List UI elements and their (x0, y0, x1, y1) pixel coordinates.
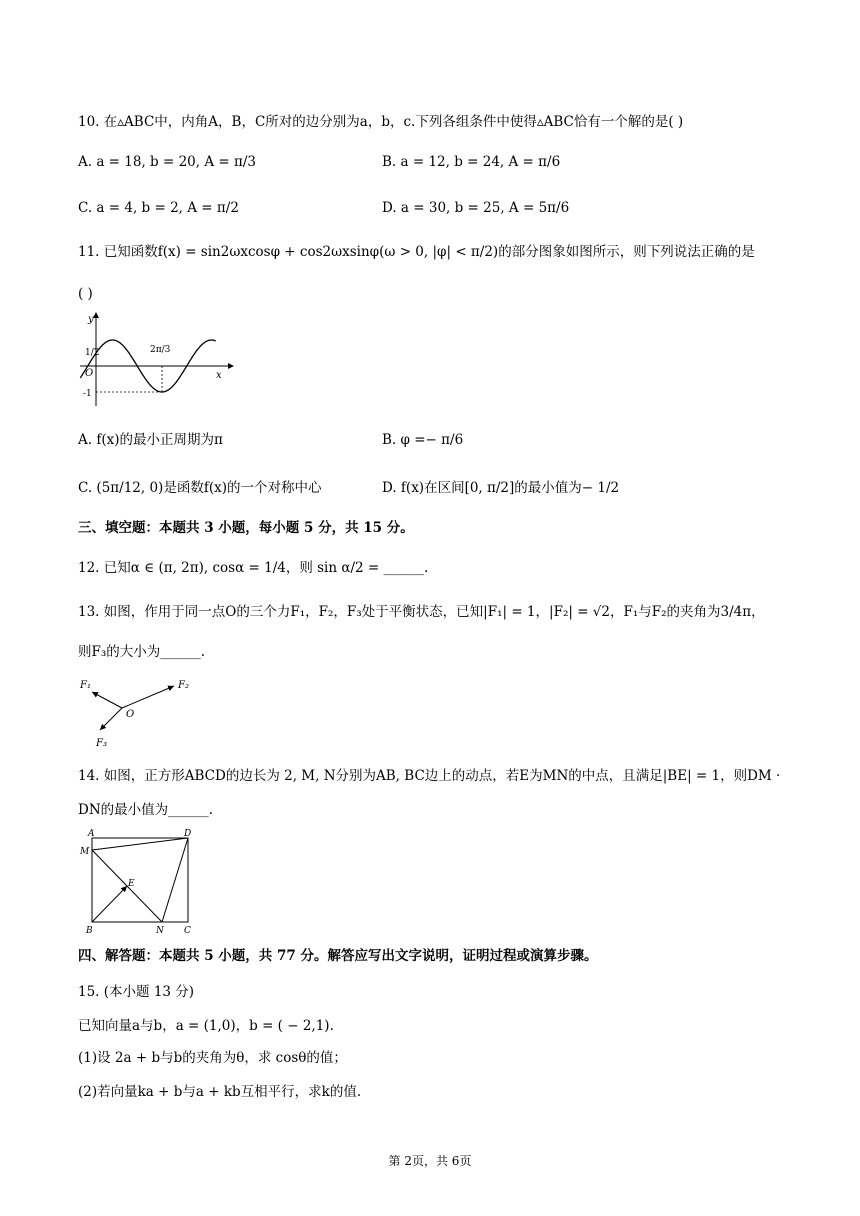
q11-option-d: D. f(x)在区间[0, π/2]的最小值为− 1/2 (382, 480, 620, 496)
q10-option-a: A. a = 18, b = 20, A = π/3 (78, 154, 256, 170)
q13-line2: 则F₃的大小为______. (78, 644, 206, 660)
q11-option-b: B. φ =− π/6 (382, 432, 464, 448)
q15-heading: 15. (本小题 13 分) (78, 984, 195, 1000)
q15-part1: (1)设 2a + b与b的夹角为θ，求 cosθ的值； (78, 1050, 347, 1066)
q14-line2: DN的最小值为______. (78, 802, 213, 818)
q11-stem: 11. 已知函数f(x) = sin2ωxcosφ + cos2ωxsinφ(ω > 0, |φ| < π/2)的部分图象如图所示，则下列说法正确的是 (78, 244, 755, 260)
square-vertex-d: D (184, 829, 192, 839)
q10-stem: 10. 在▵ABC中，内角A，B，C所对的边分别为a，b，c.下列各组条件中使得▵ABC恰有一个解的是( ) (78, 114, 684, 130)
graph-two-pi-third: 2π/3 (150, 345, 171, 355)
force-origin-label: O (126, 709, 135, 720)
q10-option-b: B. a = 12, b = 24, A = π/6 (382, 154, 561, 170)
q11-option-a: A. f(x)的最小正周期为π (78, 432, 223, 448)
force-f1-label: F₁ (80, 680, 91, 691)
page-footer: 第 2页，共 6页 (388, 1154, 472, 1168)
square-vertex-b: B (86, 926, 93, 936)
q10-option-d: D. a = 30, b = 25, A = 5π/6 (382, 200, 570, 216)
point-m-label: M (80, 847, 90, 857)
q15-given: 已知向量a与b，a = (1,0)，b = ( − 2,1). (78, 1018, 334, 1034)
force-f3-label: F₃ (96, 738, 107, 749)
graph-x-label: x (216, 370, 222, 381)
q11-paren: ( ) (78, 286, 93, 302)
q13-line1: 13. 如图，作用于同一点O的三个力F₁，F₂，F₃处于平衡状态，已知|F₁| = 1，|F₂| = √2，F₁与F₂的夹角为3/4π， (78, 604, 765, 620)
point-n-label: N (156, 926, 164, 936)
q12-text: 12. 已知α ∈ (π, 2π), cosα = 1/4，则 sin α/2 = ______. (78, 560, 429, 576)
force-f2-label: F₂ (178, 680, 189, 691)
q14-line1: 14. 如图，正方形ABCD的边长为 2, M, N分别为AB, BC边上的动点，若E为MN的中点，且满足|BE| = 1，则DM · (78, 768, 781, 784)
q10-option-c: C. a = 4, b = 2, A = π/2 (78, 200, 239, 216)
q14-square-diagram (78, 826, 198, 936)
q15-part2: (2)若向量ka + b与a + kb互相平行，求k的值. (78, 1084, 362, 1100)
graph-minus-one: -1 (83, 389, 92, 399)
graph-origin: O (85, 368, 94, 379)
graph-half-label: 1/2 (85, 348, 100, 358)
graph-y-label: y (88, 314, 94, 325)
square-vertex-c: C (184, 926, 191, 936)
q11-option-c: C. (5π/12, 0)是函数f(x)的一个对称中心 (78, 480, 322, 496)
section-4-heading: 四、解答题：本题共 5 小题，共 77 分。解答应写出文字说明，证明过程或演算步骤。 (78, 948, 598, 964)
q13-force-diagram (78, 670, 208, 750)
point-e-label: E (128, 879, 135, 889)
section-3-heading: 三、填空题：本题共 3 小题，每小题 5 分，共 15 分。 (78, 520, 414, 536)
square-vertex-a: A (88, 829, 95, 839)
q11-sine-graph (78, 310, 238, 410)
